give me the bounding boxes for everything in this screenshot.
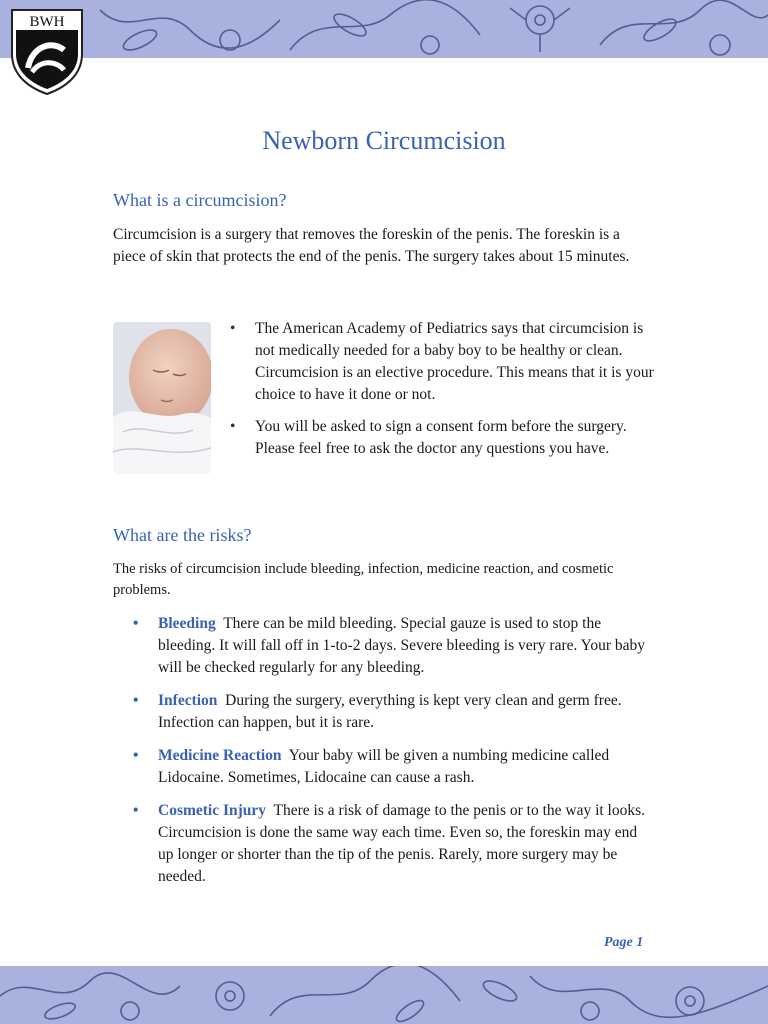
risk-term: Infection (158, 692, 218, 709)
bwh-logo (8, 6, 86, 96)
list-item (133, 613, 648, 679)
risk-term: Medicine Reaction (158, 747, 282, 764)
list-item (133, 745, 648, 789)
section-intro-risks: The risks of circumcision include bleeding, infection, medicine reaction, and cosmetic problems. (113, 561, 614, 598)
list-item-text: You will be asked to sign a consent form before the surgery. Please feel free to ask the doctor any questions you have. (255, 418, 627, 457)
section-intro-what-is: Circumcision is a surgery that removes the foreskin of the penis. The foreskin is a piece of skin that protects the end of the penis. The surgery takes about 15 minutes. (113, 226, 630, 265)
footer-floral-band (0, 966, 768, 1024)
bullet-icon: • (230, 418, 236, 435)
risk-text: During the surgery, everything is kept very clean and germ free. Infection can happen, but it is rare. (158, 692, 622, 731)
consent-bullet-list (230, 318, 665, 470)
risk-text: There can be mild bleeding. Special gauze is used to stop the bleeding. It will fall off in 1-to-2 days. Severe bleeding is very rare. Your baby will be checked regularly for any bleeding. (158, 615, 645, 676)
risk-text: Your baby will be given a numbing medicine called Lidocaine. Sometimes, Lidocaine can cause a rash. (158, 747, 610, 786)
bullet-icon: • (133, 747, 139, 764)
list-item (230, 416, 665, 460)
risk-term: Bleeding (158, 615, 216, 632)
bullet-icon: • (133, 802, 139, 819)
list-item-text: The American Academy of Pediatrics says that circumcision is not medically needed for a baby boy to be healthy or clean. Circumcision is an elective procedure. This means that it is your choice to have it done or not. (255, 320, 654, 403)
list-item (133, 690, 648, 734)
bullet-icon: • (230, 320, 236, 337)
section-heading-what-is: What is a circumcision? (113, 190, 287, 210)
risk-term: Cosmetic Injury (158, 802, 267, 819)
bullet-icon: • (133, 615, 139, 632)
section-heading-risks: What are the risks? (113, 525, 252, 545)
logo-text: BWH (29, 14, 65, 30)
header-floral-band (0, 0, 768, 58)
list-item (230, 318, 665, 406)
baby-photo (113, 322, 211, 474)
bullet-icon: • (133, 692, 139, 709)
page-title: Newborn Circumcision (262, 126, 506, 155)
risks-bullet-list (133, 613, 648, 899)
floral-pattern-icon (0, 0, 768, 58)
risk-text: There is a risk of damage to the penis or to the way it looks. Circumcision is done the same way each time. Even so, the foreskin may end up longer or shorter than the tip of the penis. Rarely, more surgery may be needed. (158, 802, 646, 885)
list-item (133, 800, 648, 888)
shield-logo-icon (8, 6, 86, 96)
page-number: Page 1 (604, 935, 644, 950)
floral-pattern-icon (0, 966, 768, 1024)
sleeping-baby-icon (113, 322, 211, 474)
